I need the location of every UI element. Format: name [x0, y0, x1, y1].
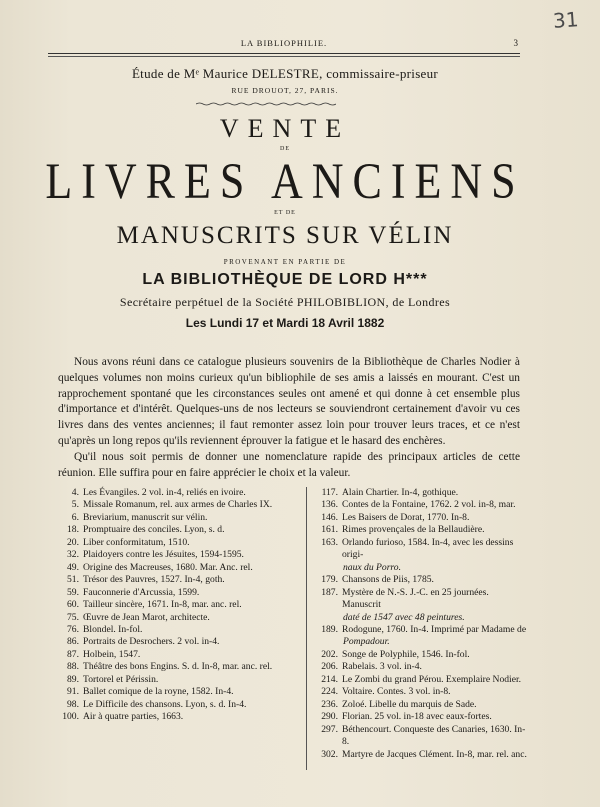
- lot-description: Rimes provençales de la Bellaudière.: [342, 524, 485, 536]
- lot-entry: [312, 499, 528, 511]
- lot-number: 6.: [71, 511, 79, 523]
- lot-number: 290.: [321, 711, 338, 723]
- lot-entry: [52, 487, 302, 499]
- lot-entry: [52, 699, 302, 711]
- lot-entry: [52, 524, 302, 536]
- lot-number: 136.: [321, 499, 338, 511]
- lot-description: Trésor des Pauvres, 1527. In-4, goth.: [83, 574, 225, 586]
- lot-description-continuation: Pompadour.: [343, 636, 390, 648]
- lot-description: Florian. 25 vol. in-18 avec eaux-fortes.: [342, 711, 492, 723]
- lot-number: 202.: [321, 648, 338, 660]
- lot-description: Tortorel et Périssin.: [83, 673, 159, 685]
- lot-entry: [312, 749, 528, 761]
- lot-number: 98.: [67, 698, 79, 710]
- lot-entry: [312, 649, 528, 661]
- lot-description: Holbein, 1547.: [83, 648, 141, 660]
- lot-description: Voltaire. Contes. 3 vol. in-8.: [342, 686, 451, 698]
- title-vente: VENTE: [219, 114, 351, 143]
- secretaire-line: Secrétaire perpétuel de la Société PHILOBIBLION, de Londres: [119, 295, 451, 309]
- lot-entry: [312, 661, 528, 673]
- lot-number: 59.: [67, 586, 79, 598]
- lot-description: Chansons de Piis, 1785.: [342, 574, 434, 586]
- lot-number: 89.: [67, 673, 79, 685]
- lot-description-continuation: daté de 1547 avec 48 peintures.: [343, 611, 465, 623]
- lot-description: Théâtre des bons Engins. S. d. In-8, mar. anc. rel.: [83, 661, 273, 673]
- lot-number: 76.: [67, 623, 79, 635]
- lot-description: Tailleur sincère, 1671. In-8, mar. anc. rel.: [83, 599, 242, 611]
- introduction-text: [58, 355, 520, 481]
- lot-number: 20.: [67, 536, 79, 548]
- header-rule-thin: [48, 56, 520, 57]
- ornamental-wave-rule: [196, 102, 336, 106]
- lot-number: 236.: [321, 698, 338, 710]
- lot-entry: [312, 686, 528, 698]
- lot-description: Béthencourt. Conqueste des Canaries, 1630. In-8.: [342, 723, 526, 748]
- lot-number: 179.: [321, 574, 338, 586]
- lot-entry: [312, 724, 528, 749]
- handwritten-folio-number: 31: [551, 7, 579, 33]
- address-line: RUE DROUOT, 27, PARIS.: [231, 86, 339, 95]
- lot-number: 91.: [67, 686, 79, 698]
- lot-number: 297.: [321, 723, 338, 735]
- lot-description: Zoloé. Libelle du marquis de Sade.: [342, 698, 477, 710]
- page-number: 3: [513, 38, 518, 48]
- lot-entry: [52, 587, 302, 599]
- lot-list-left-column: [52, 487, 302, 724]
- lot-number: 146.: [321, 511, 338, 523]
- lot-entry: [312, 512, 528, 524]
- lot-number: 51.: [67, 574, 79, 586]
- intro-paragraph-2: Qu'il nous soit permis de donner une nomenclature rapide des principaux articles de cette réunion. Elle suffira pour en faire apprécier le choix et la valeur.: [58, 450, 520, 479]
- lot-description: Promptuaire des conciles. Lyon, s. d.: [83, 524, 225, 536]
- lot-number: 18.: [67, 524, 79, 536]
- etude-line: Étude de Mᵉ Maurice DELESTRE, commissaire-priseur: [131, 66, 439, 81]
- lot-number: 224.: [321, 686, 338, 698]
- lot-number: 60.: [67, 599, 79, 611]
- title-livres-anciens: LIVRES ANCIENS: [45, 153, 525, 210]
- lot-number: 117.: [321, 487, 338, 498]
- lot-number: 49.: [67, 561, 79, 573]
- lot-entry: [312, 524, 528, 536]
- lot-description: Portraits de Desrochers. 2 vol. in-4.: [83, 636, 220, 648]
- lot-description: Les Évangiles. 2 vol. in-4, reliés en ivoire.: [83, 487, 246, 498]
- lot-number: 161.: [321, 524, 338, 536]
- lot-description: Plaidoyers contre les Jésuites, 1594-1595.: [83, 549, 244, 561]
- column-divider: [306, 487, 307, 770]
- lot-entry: [52, 649, 302, 661]
- lot-description: Liber conformitatum, 1510.: [83, 536, 190, 548]
- intro-paragraph-1: Nous avons réuni dans ce catalogue plusieurs souvenirs de la Bibliothèque de Charles Nodier à quelques volumes non moins curieux qu'un bibliophile de ses amis a laissés en mourant. C'est un rapprochement spontané que les circonstances seules ont amené et qui donne à cet ensemble plus d'importance et d'intérêt. Quelques-uns de nos lecteurs se souviendront certainement d'avoir vu ces livres dans des ventes anciennes; il faut remonter assez loin pour trouver leurs traces, et ce n'est qu'après un long repos qu'ils reviennent éprouver la fatigue et le hasard des enchères.: [58, 356, 520, 447]
- lot-entry: [52, 636, 302, 648]
- lot-entry: [52, 661, 302, 673]
- lot-number: 100.: [62, 711, 79, 723]
- lot-description: Rabelais. 3 vol. in-4.: [342, 661, 422, 673]
- lot-number: 206.: [321, 661, 338, 673]
- lot-number: 75.: [67, 611, 79, 623]
- lot-entry: [312, 674, 528, 686]
- lot-number: 214.: [321, 673, 338, 685]
- lot-description: Le Zombi du grand Pérou. Exemplaire Nodier.: [342, 673, 522, 685]
- lot-number: 87.: [67, 648, 79, 660]
- provenant-line: PROVENANT EN PARTIE DE: [223, 258, 347, 266]
- lot-number: 163.: [321, 536, 338, 548]
- lot-number: 32.: [67, 549, 79, 561]
- header-rule: [48, 53, 520, 54]
- lot-entry: [52, 686, 302, 698]
- lot-entry: [312, 711, 528, 723]
- lot-entry: [312, 537, 528, 562]
- lot-entry: [52, 711, 302, 723]
- lot-entry: [312, 587, 528, 612]
- lot-entry: [52, 674, 302, 686]
- lot-description: Martyre de Jacques Clément. In-8, mar. rel. anc.: [342, 748, 527, 760]
- lot-entry: [52, 537, 302, 549]
- connector-et-de: ET DE: [274, 210, 296, 216]
- title-manuscrits: MANUSCRITS SUR VÉLIN: [116, 222, 454, 249]
- lot-entry: [312, 699, 528, 711]
- lot-entry: [52, 574, 302, 586]
- lot-entry: [52, 599, 302, 611]
- lot-description: Mystère de N.-S. J.-C. en 25 journées. Manuscrit: [342, 586, 489, 611]
- lot-description: Songe de Polyphile, 1546. In-fol.: [342, 648, 470, 660]
- connector-de: DE: [280, 146, 290, 152]
- lot-description: Alain Chartier. In-4, gothique.: [342, 487, 459, 498]
- lot-description: Œuvre de Jean Marot, architecte.: [83, 611, 210, 623]
- lot-description: Blondel. In-fol.: [83, 623, 143, 635]
- sale-date-line: Les Lundi 17 et Mardi 18 Avril 1882: [185, 316, 385, 330]
- running-head: LA BIBLIOPHILIE.: [240, 38, 328, 48]
- lot-number: 189.: [321, 623, 338, 635]
- lot-description: Le Difficile des chansons. Lyon, s. d. In-4.: [83, 698, 247, 710]
- lot-description: Breviarium, manuscrit sur vélin.: [83, 511, 208, 523]
- lot-entry: [312, 624, 528, 636]
- lot-entry: [52, 499, 302, 511]
- lot-number: 88.: [67, 661, 79, 673]
- lot-description: Rodogune, 1760. In-4. Imprimé par Madame de: [342, 623, 527, 635]
- lot-list-right-column: [312, 487, 528, 761]
- lot-description: Missale Romanum, rel. aux armes de Charles IX.: [83, 499, 273, 511]
- lot-entry: [52, 562, 302, 574]
- lot-number: 4.: [71, 487, 79, 498]
- lot-description: Orlando furioso, 1584. In-4, avec les dessins origi-: [342, 536, 514, 561]
- lot-number: 187.: [321, 586, 338, 598]
- lot-entry: [312, 487, 528, 499]
- lot-description-continuation: naux du Porro.: [343, 561, 402, 573]
- lot-entry: [52, 512, 302, 524]
- lot-description: Contes de la Fontaine, 1762. 2 vol. in-8, mar.: [342, 499, 516, 511]
- lot-entry: [52, 549, 302, 561]
- lot-entry: [52, 624, 302, 636]
- lot-description: Origine des Macreuses, 1680. Mar. Anc. rel.: [83, 561, 253, 573]
- lot-description: Ballet comique de la royne, 1582. In-4.: [83, 686, 234, 698]
- lot-number: 5.: [71, 499, 79, 511]
- lot-entry: [312, 574, 528, 586]
- bibliotheque-line: LA BIBLIOTHÈQUE DE LORD H***: [142, 271, 428, 288]
- lot-description: Air à quatre parties, 1663.: [83, 711, 184, 723]
- lot-description: Les Baisers de Dorat, 1770. In-8.: [342, 511, 470, 523]
- lot-number: 86.: [67, 636, 79, 648]
- lot-number: 302.: [321, 748, 338, 760]
- lot-description: Fauconnerie d'Arcussia, 1599.: [83, 586, 200, 598]
- lot-entry: [52, 612, 302, 624]
